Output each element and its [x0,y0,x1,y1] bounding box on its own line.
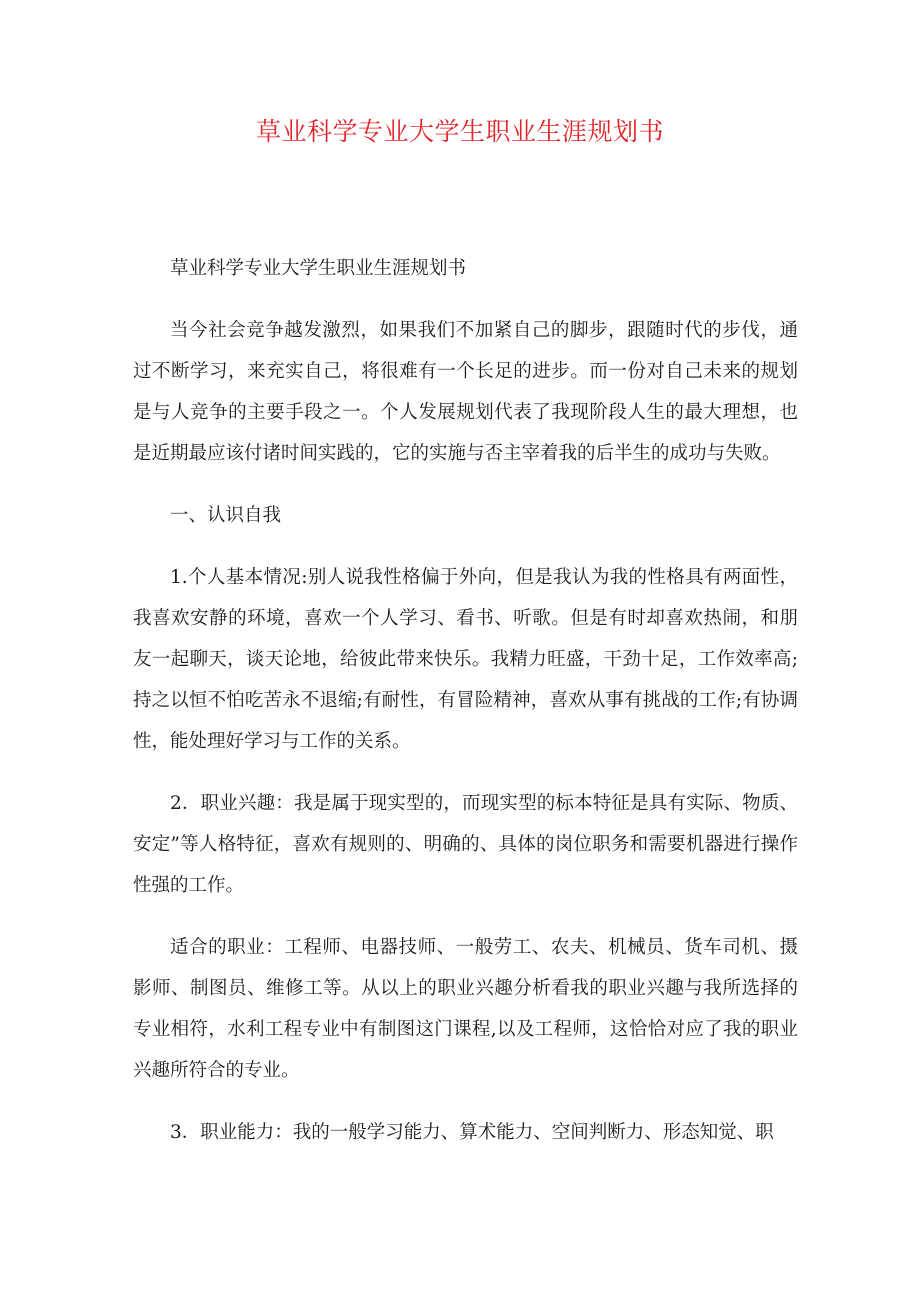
paragraph-intro: 当今社会竞争越发激烈，如果我们不加紧自己的脚步，跟随时代的步伐，通过不断学习，来充实自己，将很难有一个长足的进步。而一份对自己未来的规划是与人竞争的主要手段之一。个人发展规划代表了我现阶段人生的最大理想，也是近期最应该付诸时间实践的，它的实施与否主宰着我的后半生的成功与失败。 [133,320,798,464]
section-heading-self-awareness: 一、认识自我 [170,505,282,526]
document-body [133,248,798,1174]
paragraph-career-interest: 2．职业兴趣：我是属于现实型的，而现实型的标本特征是具有实际、物质、安定”等人格特征，喜欢有规则的、明确的、具体的岗位职务和需要机器进行操作性强的工作。 [133,793,798,896]
paragraph-personal-info: 1.个人基本情况:别人说我性格偏于外向，但是我认为我的性格具有两面性，我喜欢安静的环境，喜欢一个人学习、看书、听歌。但是有时却喜欢热闹，和朋友一起聊天，谈天论地，给彼此带来快乐。我精力旺盛，干劲十足，工作效率高;持之以恒不怕吃苦永不退缩;有耐性，有冒险精神，喜欢从事有挑战的工作;有协调性，能处理好学习与工作的关系。 [133,567,798,752]
document-title: 草业科学专业大学生职业生涯规划书 [255,117,664,146]
paragraph-suitable-careers: 适合的职业：工程师、电器技师、一般劳工、农夫、机械员、货车司机、摄影师、制图员、维修工等。从以上的职业兴趣分析看我的职业兴趣与我所选择的专业相符，水利工程专业中有制图这门课程,以及工程师，这恰恰对应了我的职业兴趣所符合的专业。 [133,937,798,1081]
paragraph-subtitle: 草业科学专业大学生职业生涯规划书 [170,258,467,279]
paragraph-career-ability: 3．职业能力：我的一般学习能力、算术能力、空间判断力、形态知觉、职 [170,1122,774,1143]
